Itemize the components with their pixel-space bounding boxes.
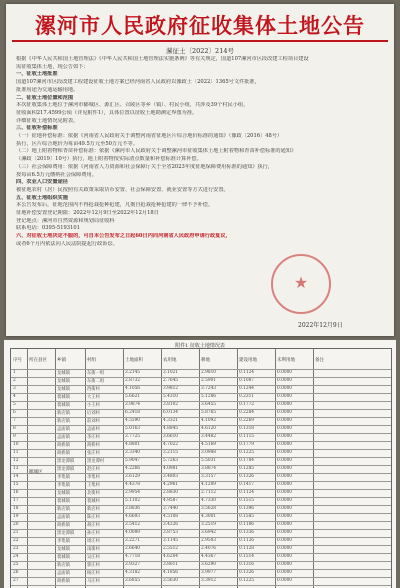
- table-cell: 4.1056: [125, 386, 141, 391]
- table-cell: 3.8102: [163, 402, 179, 407]
- table-cell: 0.0000: [277, 426, 293, 431]
- table-cell: 4.5108: [163, 514, 179, 519]
- table-row: [11, 385, 391, 393]
- row-divider: [11, 585, 391, 586]
- body-line: 征地补偿安置登记期限：2022年12月9日至2022年12月18日: [16, 210, 159, 217]
- table-cell: 3.5630: [163, 578, 179, 583]
- table-cell: 0.1124: [239, 490, 255, 495]
- table-cell: 0.0000: [277, 530, 293, 535]
- table-cell: 4.6204: [163, 554, 179, 559]
- table-cell: 26: [13, 570, 19, 575]
- table-cell: 3.6855: [125, 578, 141, 583]
- table-cell: 0.0000: [277, 442, 293, 447]
- notice-date: 2022年12月9日: [298, 322, 343, 329]
- body-line: （漯政〔2019〕10号）执行，地上附着物按实际清点数量和补偿标准计算补偿。: [16, 156, 202, 163]
- table-row: [11, 529, 391, 537]
- table-cell: 9: [13, 434, 16, 439]
- table-cell: 27: [13, 578, 19, 583]
- table-cell: 2.5901: [201, 378, 217, 383]
- table-cell: 孙庄村: [87, 531, 100, 536]
- table-cell: 3.7243: [201, 386, 217, 391]
- table-cell: 3.3340: [125, 450, 141, 455]
- table-cell: 0.1244: [239, 386, 255, 391]
- table-row: [11, 553, 391, 561]
- table-cell: 黑龙潭村: [87, 459, 105, 464]
- land-table-sheet: [4, 340, 396, 588]
- table-cell: 15: [13, 482, 19, 487]
- table-row: [11, 449, 391, 457]
- table-cell: 东街二组: [87, 379, 105, 384]
- table-cell: 王集村: [87, 483, 100, 488]
- table-cell: 3: [13, 386, 16, 391]
- table-cell: 南街村: [87, 547, 100, 552]
- table-cell: 0.0000: [277, 410, 293, 415]
- table-cell: 4.7330: [201, 498, 217, 503]
- table-cell: 2: [13, 378, 16, 383]
- section-heading: 四、农业人口安置途径: [16, 179, 68, 186]
- table-cell: 3.6129: [125, 474, 141, 479]
- table-row: [11, 401, 391, 409]
- table-cell: 后刘村: [87, 411, 100, 416]
- table-row: [11, 513, 391, 521]
- table-cell: 3.8874: [201, 466, 217, 471]
- table-cell: 商桥村: [87, 443, 100, 448]
- table-cell: 6: [13, 410, 16, 415]
- table-cell: 3.7725: [125, 434, 141, 439]
- section-heading: 二、征收土地位置和范围: [16, 94, 74, 101]
- table-cell: 20: [13, 522, 19, 527]
- table-cell: 4.4378: [125, 482, 141, 487]
- table-cell: 3.9977: [201, 570, 217, 575]
- table-cell: 周庄村: [87, 539, 100, 544]
- table-header-cell: 备注: [315, 358, 324, 363]
- section-heading: 三、征收补偿标准: [16, 125, 58, 132]
- body-line: 登记地点：漯河市自然资源和规划局征收科: [16, 217, 115, 224]
- table-cell: 5.4310: [163, 394, 179, 399]
- table-cell: 2.9954: [125, 490, 141, 495]
- section-heading: 一、征收土地批准: [16, 71, 58, 78]
- body-line: 本次征收集体土地位于漯河市郾城区、源汇区、召陵区等乡（镇）、村民小组，共涉及39个村民小组，: [16, 102, 249, 109]
- table-cell: 4.5590: [125, 418, 141, 423]
- table-header-cell: 所在县区: [29, 358, 47, 363]
- table-cell: 22: [13, 538, 19, 543]
- table-cell: 4.3182: [125, 570, 141, 575]
- table-cell: 3.2115: [163, 450, 179, 455]
- table-cell: 6.2418: [125, 410, 141, 415]
- table-cell: 新店镇: [57, 563, 70, 568]
- table-cell: 4.1092: [201, 418, 217, 423]
- table-cell: 4.9587: [163, 498, 179, 503]
- body-line: 需征收集体土地，现公告如下：: [16, 63, 89, 70]
- table-cell: 0.0000: [277, 378, 293, 383]
- table-cell: 4.6120: [201, 426, 217, 431]
- table-cell: 4.7718: [125, 554, 141, 559]
- table-cell: 李集镇: [57, 475, 70, 480]
- table-cell: 2.8732: [125, 378, 141, 383]
- table-cell: 3.9812: [163, 386, 179, 391]
- table-cell: 新店镇: [57, 411, 70, 416]
- table-header-cell: 序号: [13, 358, 22, 363]
- table-cell: 21: [13, 530, 19, 535]
- table-cell: 5.0163: [125, 426, 141, 431]
- table-header-cell: 村组: [87, 358, 96, 363]
- table-row: [11, 377, 391, 385]
- table-cell: 0.1225: [239, 450, 255, 455]
- table-cell: 0.0000: [277, 466, 293, 471]
- table-cell: 5.8765: [201, 410, 217, 415]
- table-cell: 19: [13, 514, 19, 519]
- table-cell: 0.0000: [277, 538, 293, 543]
- table-cell: 3.0988: [201, 450, 217, 455]
- table-cell: 4.6693: [125, 514, 141, 519]
- table-row: [11, 537, 391, 545]
- table-cell: 龙城镇: [57, 379, 70, 384]
- body-line: 批准用途为交通运输用地。: [16, 86, 79, 93]
- table-cell: 13: [13, 466, 19, 471]
- table-cell: 7: [13, 418, 16, 423]
- table-row: [11, 545, 391, 553]
- table-row: [11, 521, 391, 529]
- table-cell: 0.0000: [277, 490, 293, 495]
- table-cell: 孟庙镇: [57, 515, 70, 520]
- table-cell: 0.0000: [277, 554, 293, 559]
- table-cell: 商桥镇: [57, 443, 70, 448]
- table-cell: 3.9874: [125, 402, 141, 407]
- table-caption: 附件1 征收土地情况表: [175, 343, 225, 349]
- table-cell: 0.1115: [239, 434, 255, 439]
- table-cell: 3.4226: [163, 522, 179, 527]
- table-cell: 4.8801: [125, 442, 141, 447]
- table-cell: 黑龙潭镇: [57, 467, 75, 472]
- table-cell: 龙城镇: [57, 371, 70, 376]
- notice-title: 漯河市人民政府征收集体土地公告: [35, 13, 365, 38]
- table-cell: 0.0000: [277, 506, 293, 511]
- table-cell: 0.1128: [239, 546, 255, 551]
- table-cell: 3.4803: [163, 474, 179, 479]
- table-cell: 3.6610: [163, 434, 179, 439]
- table-cell: 0.2269: [239, 418, 255, 423]
- table-row: [11, 457, 391, 465]
- table-cell: 0.1087: [239, 378, 255, 383]
- table-cell: 0.0000: [277, 522, 293, 527]
- table-cell: 4.5169: [201, 442, 217, 447]
- table-cell: 3.3157: [201, 474, 217, 479]
- table-row: [11, 417, 391, 425]
- table-cell: 李集镇: [57, 483, 70, 488]
- table-cell: 4.0981: [163, 466, 179, 471]
- table-cell: 东街一组: [87, 371, 105, 376]
- table-cell: 0.0000: [277, 434, 293, 439]
- table-cell: 0.0000: [277, 394, 293, 399]
- table-cell: 0.1336: [239, 530, 255, 535]
- table-row: [11, 561, 391, 569]
- table-cell: 0.0000: [277, 386, 293, 391]
- table-cell: 0.1515: [239, 498, 255, 503]
- table-cell: 8: [13, 426, 16, 431]
- table-header-cell: 未利用地: [277, 358, 295, 363]
- county-group-label: 郾城区: [29, 470, 43, 475]
- table-cell: 2.7112: [201, 490, 217, 495]
- table-cell: 0.1326: [239, 474, 255, 479]
- table-row: [11, 369, 391, 377]
- table-cell: 黑龙潭镇: [57, 531, 75, 536]
- table-cell: 李集村: [87, 475, 100, 480]
- table-cell: 4.3321: [163, 418, 179, 423]
- table-cell: 0.1772: [239, 402, 255, 407]
- table-cell: 0.0000: [277, 578, 293, 583]
- body-line: 国道107漯河市区段改建工程建设征收土地方案已经河南省人民政府以豫政土〔2022〕1365号文件批准，: [16, 79, 260, 86]
- table-cell: 北街村: [87, 491, 100, 496]
- table-cell: 0.0000: [277, 498, 293, 503]
- table-row: [11, 409, 391, 417]
- table-cell: 商桥镇: [57, 579, 70, 584]
- body-line: 详细征收土地情况见附表。: [16, 117, 79, 124]
- table-cell: 0.0000: [277, 370, 293, 375]
- body-line: 征收面积217.4599公顷（详见附件1），具体位置以征收土地勘测定界图为准。: [16, 109, 198, 116]
- table-cell: 3.8011: [163, 562, 179, 567]
- table-cell: 0.2311: [239, 394, 255, 399]
- body-line: （一）征地补偿标准：依据《河南省人民政府关于调整河南省征地区片综合地价标准的通知》（豫政〔2016〕48号）: [16, 133, 283, 140]
- table-cell: 杨庄村: [87, 571, 100, 576]
- table-cell: 0.1779: [239, 442, 255, 447]
- table-row: [11, 569, 391, 577]
- table-cell: 裴城镇: [57, 395, 70, 400]
- table-cell: 2.8830: [163, 490, 179, 495]
- table-cell: 大王村: [87, 395, 100, 400]
- table-header-cell: 乡镇: [57, 358, 66, 363]
- table-cell: 0.0000: [277, 418, 293, 423]
- table-cell: 12: [13, 458, 19, 463]
- table-cell: 西街村: [87, 387, 100, 392]
- table-cell: 0.0000: [277, 474, 293, 479]
- table-cell: 2.6640: [125, 546, 141, 551]
- table-cell: 马庄村: [87, 579, 100, 584]
- body-line: 或者6个月内依法向人民法院提起行政诉讼。: [16, 240, 118, 247]
- red-divider: [12, 40, 388, 42]
- table-cell: 0.1784: [239, 458, 255, 463]
- table-cell: 0.1285: [239, 466, 255, 471]
- table-cell: 18: [13, 506, 19, 511]
- table-cell: 裴城村: [87, 499, 100, 504]
- land-table: [10, 348, 392, 588]
- table-cell: 0.1326: [239, 570, 255, 575]
- table-cell: 龙城镇: [57, 387, 70, 392]
- table-cell: 陈庄村: [87, 515, 100, 520]
- table-cell: 李庄村: [87, 435, 100, 440]
- table-cell: 2.9503: [201, 538, 217, 543]
- table-cell: 2.5512: [163, 546, 179, 551]
- table-cell: 0.1585: [239, 514, 255, 519]
- table-header-cell: 建设用地: [239, 358, 257, 363]
- table-cell: 0.1316: [239, 562, 255, 567]
- table-cell: 0.0000: [277, 546, 293, 551]
- table-cell: 3.1021: [163, 370, 179, 375]
- table-header-cell: 耕地: [201, 358, 210, 363]
- body-line: 执行，区片综合地价为每亩49.5万元至50万元不等。: [16, 140, 138, 147]
- official-seal: ★: [271, 254, 331, 314]
- table-cell: 4.2266: [125, 466, 141, 471]
- table-cell: 3.2145: [125, 370, 141, 375]
- table-cell: 4.0089: [125, 530, 141, 535]
- table-cell: 3.6455: [201, 402, 217, 407]
- table-cell: 0.1126: [239, 538, 255, 543]
- notice-sheet: [6, 4, 394, 336]
- body-line: （三）社会保障费用：依据《河南省人力资源和社会保障厅关于全省2023年度征地保障费用标准的通知》执行，: [16, 163, 274, 170]
- table-cell: 裴城镇: [57, 403, 70, 408]
- table-cell: 2.9810: [201, 370, 217, 375]
- doc-number: 漯征土〔2022〕214号: [166, 47, 234, 55]
- table-cell: 3.9327: [125, 562, 141, 567]
- body-line: 按每亩6.5万元缴纳社会保障费用。: [16, 171, 97, 178]
- table-cell: 商桥镇: [57, 451, 70, 456]
- notice-body: [16, 56, 384, 249]
- table-cell: 3.2519: [201, 522, 217, 527]
- body-line: 被征地农村（居）民按照有关政策采取货币安置、社会保障安置、就业安置等方式进行安置。: [16, 186, 229, 193]
- table-cell: 4.1209: [201, 482, 217, 487]
- table-cell: 3.8753: [163, 530, 179, 535]
- section-heading: 六、对征收土地决定不服的，可自本公告发布之日起60日内向河南省人民政府申请行政复议，: [16, 233, 231, 240]
- table-cell: 3.1145: [163, 538, 179, 543]
- table-cell: 6.0134: [163, 410, 179, 415]
- table-row: [11, 393, 391, 401]
- table-cell: 11: [13, 450, 19, 455]
- table-cell: 0.1225: [239, 578, 255, 583]
- table-cell: 孟庙镇: [57, 571, 70, 576]
- table-cell: 5.9047: [125, 458, 141, 463]
- table-cell: 吴庄村: [87, 555, 100, 560]
- table-header-cell: 农用地: [163, 358, 177, 363]
- table-cell: 前刘村: [87, 419, 100, 424]
- table-cell: 0.0000: [277, 570, 293, 575]
- table-cell: 5.1286: [201, 394, 217, 399]
- table-cell: 裴城镇: [57, 499, 70, 504]
- table-cell: 胡庄村: [87, 523, 100, 528]
- table-cell: 1: [13, 370, 16, 375]
- section-heading: 五、征收土地组织实施: [16, 194, 68, 201]
- table-cell: 0.1396: [239, 506, 255, 511]
- table-cell: 3.7440: [163, 506, 179, 511]
- table-cell: 2.4076: [201, 546, 217, 551]
- table-cell: 5.6621: [125, 394, 141, 399]
- table-row: [11, 577, 391, 585]
- table-cell: 10: [13, 442, 19, 447]
- table-cell: 3.6942: [201, 530, 217, 535]
- table-cell: 5.7263: [163, 458, 179, 463]
- table-cell: 0.1186: [239, 522, 255, 527]
- table-cell: 16: [13, 490, 19, 495]
- table-cell: 3.2271: [125, 538, 141, 543]
- table-row: [11, 489, 391, 497]
- table-cell: 3.4482: [201, 434, 217, 439]
- table-cell: 4.7022: [163, 442, 179, 447]
- table-cell: 0.0000: [277, 482, 293, 487]
- table-cell: 0.1417: [239, 482, 255, 487]
- table-row: [11, 433, 391, 441]
- table-cell: 0.0000: [277, 562, 293, 567]
- table-cell: 5.1102: [125, 498, 141, 503]
- table-cell: 2.7645: [163, 378, 179, 383]
- table-cell: 新店镇: [57, 419, 70, 424]
- table-cell: 14: [13, 474, 19, 479]
- table-row: [11, 465, 391, 473]
- table-cell: 17: [13, 498, 19, 503]
- table-cell: 李集镇: [57, 539, 70, 544]
- table-cell: 4: [13, 394, 16, 399]
- table-cell: 赵庄村: [87, 467, 100, 472]
- table-cell: 4.3001: [201, 514, 217, 519]
- table-row: [11, 481, 391, 489]
- table-cell: 孟庙村: [87, 427, 100, 432]
- table-cell: 孟庙镇: [57, 435, 70, 440]
- table-cell: 小王村: [87, 403, 100, 408]
- table-row: [11, 505, 391, 513]
- table-cell: 25: [13, 562, 19, 567]
- table-cell: 0.0000: [277, 402, 293, 407]
- table-row: [11, 497, 391, 505]
- body-line: 联系电话：0395-5193101: [16, 225, 80, 232]
- table-cell: 0.0000: [277, 450, 293, 455]
- table-cell: 张庄村: [87, 451, 100, 456]
- table-cell: 4.8845: [163, 426, 179, 431]
- table-cell: 0.1514: [239, 554, 255, 559]
- table-cell: 0.2284: [239, 410, 255, 415]
- body-line: 根据《中华人民共和国土地管理法》《中华人民共和国土地管理法实施条例》等有关规定，国道107漯河市区段改建工程项目建设: [16, 56, 309, 62]
- table-cell: 0.0000: [277, 458, 293, 463]
- table-cell: 3.8836: [125, 506, 141, 511]
- table-cell: 0.1124: [239, 370, 255, 375]
- table-cell: 23: [13, 546, 19, 551]
- table-cell: 3.3912: [201, 578, 217, 583]
- table-cell: 黑龙潭镇: [57, 459, 75, 464]
- table-cell: 4.1856: [163, 570, 179, 575]
- table-cell: 0.1318: [239, 426, 255, 431]
- table-row: [11, 425, 391, 433]
- table-cell: 龙城镇: [57, 547, 70, 552]
- body-line: 本公告发布后，征地范围内不得抢栽抢种抢建，凡擅自抢栽抢种抢建的一律不予补偿。: [16, 202, 214, 209]
- table-cell: 0.0000: [277, 514, 293, 519]
- table-cell: 4.2961: [163, 482, 179, 487]
- table-cell: 5: [13, 402, 16, 407]
- table-cell: 新店镇: [57, 507, 70, 512]
- table-cell: 裴城镇: [57, 555, 70, 560]
- table-header-cell: 土地面积: [125, 358, 143, 363]
- table-row: [11, 473, 391, 481]
- table-cell: 龙城镇: [57, 491, 70, 496]
- table-cell: 24: [13, 554, 19, 559]
- table-cell: 3.5628: [201, 506, 217, 511]
- body-line: （二）地上附着物和青苗补偿标准：依据《漯河市人民政府关于调整漯河市征收集体土地上附着物和青苗补偿标准的通知》: [16, 148, 297, 155]
- table-cell: 5.5031: [201, 458, 217, 463]
- table-cell: 3.5412: [125, 522, 141, 527]
- table-cell: 新店村: [87, 507, 100, 512]
- table-cell: 孟庙镇: [57, 427, 70, 432]
- table-cell: 郭庄村: [87, 563, 100, 568]
- table-cell: 商桥镇: [57, 523, 70, 528]
- table-cell: 3.6290: [201, 562, 217, 567]
- table-cell: 4.4367: [201, 554, 217, 559]
- table-row: [11, 441, 391, 449]
